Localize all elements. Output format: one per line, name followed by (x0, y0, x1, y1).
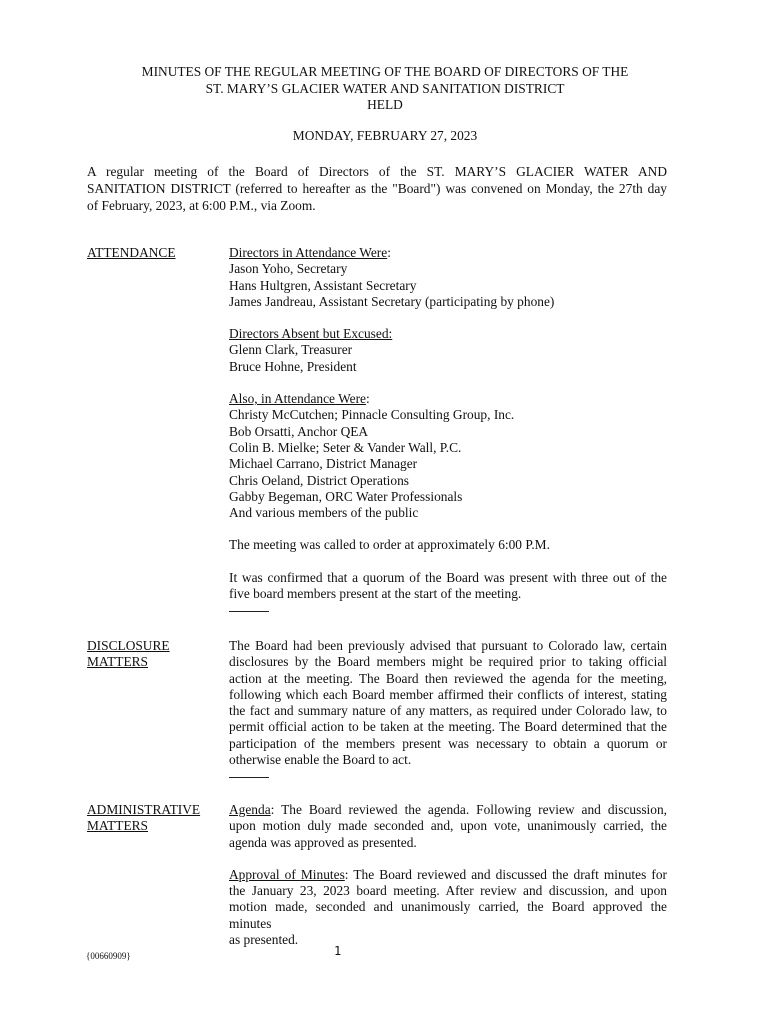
absent-item: Glenn Clark, Treasurer (229, 342, 353, 358)
document-title (0, 64, 770, 114)
disclosure-line: the fact and summary nature of any matters, as required under Colorado law, to (229, 703, 667, 719)
also-item: Christy McCutchen; Pinnacle Consulting Group, Inc. (229, 407, 515, 423)
disclosure-line: participation of the members present was necessary to obtain a quorum or (229, 735, 667, 751)
intro-line-1: A regular meeting of the Board of Directors of the ST. MARY’S GLACIER WATER AND (87, 164, 667, 179)
also-item: Bob Orsatti, Anchor QEA (229, 423, 369, 439)
document-id: {00660909} (86, 951, 131, 961)
disclosure-line: permit official action to be taken at the meeting. The Board determined that the (229, 719, 667, 735)
present-label: Directors in Attendance Were (229, 245, 388, 260)
minutes-line-3: motion made, seconded and unanimously carried, the Board approved the minutes (229, 899, 667, 931)
also-label: Also, in Attendance Were (229, 391, 367, 407)
present-item: Jason Yoho, Secretary (229, 261, 348, 277)
absent-item: Bruce Hohne, President (229, 358, 357, 374)
disclosure-body (229, 638, 667, 778)
also-item: Colin B. Mielke; Seter & Vander Wall, P.C. (229, 439, 462, 455)
disclosure-line: The Board had been previously advised that pursuant to Colorado law, certain (229, 638, 667, 653)
disclosure-line: disclosures by the Board members might be required prior to taking official (229, 654, 667, 670)
also-item: And various members of the public (229, 505, 419, 521)
disclosure-heading-line-1: DISCLOSURE (87, 638, 170, 653)
minutes-line-4: as presented. (229, 932, 299, 948)
call-to-order: The meeting was called to order at approximately 6:00 P.M. (229, 537, 550, 553)
also-item: Chris Oeland, District Operations (229, 472, 409, 488)
title-line-3: HELD (367, 97, 403, 112)
agenda-text: : The Board reviewed the agenda. Following review and discussion, (270, 802, 667, 817)
attendance-heading (87, 245, 222, 261)
minutes-label: Approval of Minutes (229, 866, 345, 882)
also-item: Michael Carrano, District Manager (229, 456, 418, 472)
minutes-line-1 (229, 867, 667, 883)
administrative-heading-line-1: ADMINISTRATIVE (87, 802, 201, 817)
intro-line-3: of February, 2023, at 6:00 P.M., via Zoom. (87, 198, 316, 213)
meeting-date: MONDAY, FEBRUARY 27, 2023 (292, 128, 478, 143)
also-item: Gabby Begeman, ORC Water Professionals (229, 488, 463, 504)
disclosure-line: otherwise enable the Board to act. (229, 752, 412, 768)
administrative-body (229, 802, 667, 948)
minutes-line-2: the January 23, 2023 board meeting. After review and discussion, and upon (229, 883, 667, 899)
quorum-line-2: five board members present at the start of the meeting. (229, 586, 522, 602)
also-label-line: Also, in Attendance Were: (229, 391, 370, 407)
title-line-2: ST. MARY’S GLACIER WATER AND SANITATION DISTRICT (205, 80, 565, 96)
present-item: James Jandreau, Assistant Secretary (participating by phone) (229, 293, 555, 309)
page-number: 1 (334, 944, 342, 958)
agenda-line-2: upon motion duly made seconded and, upon vote, unanimously carried, the (229, 818, 667, 834)
disclosure-line: following which each Board member affirmed their conflicts of interest, stating (229, 686, 667, 702)
intro-paragraph (87, 163, 667, 214)
attendance-heading-text: ATTENDANCE (87, 245, 176, 260)
absent-label: Directors Absent but Excused: (229, 326, 393, 342)
agenda-line-3: agenda was approved as presented. (229, 834, 417, 850)
quorum-line-1: It was confirmed that a quorum of the Board was present with three out of the (229, 569, 667, 585)
section-separator (229, 611, 269, 612)
agenda-line-1 (229, 802, 667, 818)
intro-line-2: SANITATION DISTRICT (referred to hereafter as the "Board") was convened on Monday, the 27th day (87, 181, 667, 196)
attendance-body (229, 245, 667, 612)
disclosure-heading-line-2: MATTERS (87, 654, 149, 670)
minutes-text: : The Board reviewed and discussed the draft minutes for (344, 866, 667, 882)
administrative-heading (87, 802, 222, 835)
present-label-line: Directors in Attendance Were: (229, 245, 391, 260)
section-separator (229, 777, 269, 778)
present-item: Hans Hultgren, Assistant Secretary (229, 277, 417, 293)
administrative-heading-line-2: MATTERS (87, 818, 149, 834)
disclosure-heading (87, 638, 222, 671)
agenda-label: Agenda (229, 802, 271, 817)
disclosure-line: action at the meeting. The Board then reviewed the agenda for the meeting, (229, 670, 667, 686)
title-line-1: MINUTES OF THE REGULAR MEETING OF THE BOARD OF DIRECTORS OF THE (141, 64, 629, 79)
